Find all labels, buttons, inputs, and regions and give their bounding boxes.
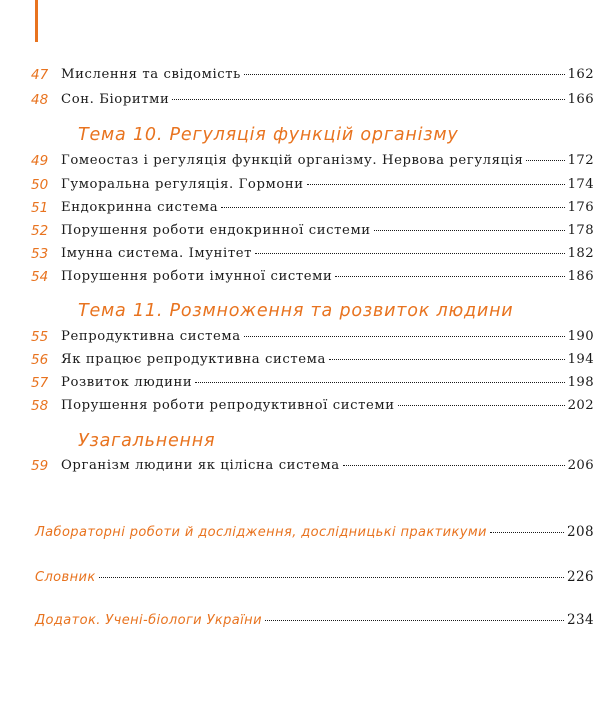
leader-dots [398,404,565,406]
summary-heading: Узагальнення [78,431,216,451]
page-number: 174 [567,177,594,192]
lesson-number: 57 [31,375,49,391]
toc-entry[interactable] [31,246,594,266]
lesson-title: Організм людини як цілісна система [61,458,340,473]
lesson-number: 55 [31,329,49,345]
page-number: 162 [567,67,594,82]
lesson-title: Порушення роботи ендокринної системи [61,223,371,238]
lesson-number: 49 [31,153,49,169]
leader-dots [244,73,565,75]
leader-dots [221,206,564,208]
lesson-number: 56 [31,352,49,368]
lesson-title: Як працює репродуктивна система [61,352,326,367]
leader-dots [265,619,564,621]
toc-entry[interactable] [31,329,594,349]
leader-dots [195,381,564,383]
lesson-title: Імунна система. Імунітет [61,246,253,261]
extra-title: Словник [35,570,96,585]
lesson-title: Ендокринна система [61,200,219,215]
toc-entry[interactable] [31,223,594,243]
extra-title: Додаток. Учені-біологи України [35,613,262,628]
accent-bar [35,0,38,42]
toc-entry[interactable] [31,352,594,372]
page-number: 172 [567,153,594,168]
lesson-number: 59 [31,458,49,474]
lesson-number: 53 [31,246,49,262]
leader-dots [99,576,564,578]
page-number: 166 [567,92,594,107]
page-number: 208 [567,524,594,540]
lesson-number: 47 [31,67,49,83]
leader-dots [244,335,565,337]
toc-entry[interactable] [31,177,594,197]
toc-entry[interactable] [31,200,594,220]
toc-entry[interactable] [31,398,594,418]
leader-dots [255,252,565,254]
lesson-title: Сон. Біоритми [61,92,170,107]
toc-entry[interactable] [31,269,594,289]
toc-entry[interactable] [31,153,594,173]
leader-dots [343,464,565,466]
leader-dots [374,229,565,231]
topic-10-heading: Тема 10. Регуляція функцій організму [78,125,459,145]
leader-dots [526,159,564,161]
page-number: 198 [567,375,594,390]
leader-dots [307,183,565,185]
toc-entry[interactable] [31,375,594,395]
lesson-title: Мислення та свідомість [61,67,241,82]
toc-entry[interactable] [31,67,594,87]
toc-entry[interactable] [31,458,594,478]
page-number: 186 [567,269,594,284]
toc-entry[interactable] [31,92,594,112]
leader-dots [490,531,564,533]
page-number: 234 [567,612,594,628]
lesson-title: Порушення роботи імунної системи [61,269,333,284]
page-number: 202 [567,398,594,413]
lesson-number: 51 [31,200,49,216]
lesson-number: 52 [31,223,49,239]
leader-dots [335,275,564,277]
toc-extra-appendix[interactable] [35,612,594,634]
page-number: 178 [567,223,594,238]
lesson-number: 58 [31,398,49,414]
toc-extra-lab-works[interactable] [35,524,594,546]
leader-dots [329,358,565,360]
lesson-title: Репродуктивна система [61,329,241,344]
lesson-number: 54 [31,269,49,285]
extra-title: Лабораторні роботи й дослідження, дослідницькі практикуми [35,525,487,540]
page-number: 226 [567,569,594,585]
page-number: 190 [567,329,594,344]
lesson-title: Гомеостаз і регуляція функцій організму. Нервова регуляція [61,153,524,168]
lesson-title: Розвиток людини [61,375,193,390]
topic-11-heading: Тема 11. Розмноження та розвиток людини [78,301,514,321]
lesson-title: Порушення роботи репродуктивної системи [61,398,395,413]
page-number: 194 [567,352,594,367]
lesson-number: 50 [31,177,49,193]
leader-dots [172,98,564,100]
page-number: 182 [567,246,594,261]
page-number: 176 [567,200,594,215]
toc-extra-glossary[interactable] [35,569,594,591]
page-number: 206 [567,458,594,473]
lesson-title: Гуморальна регуляція. Гормони [61,177,304,192]
lesson-number: 48 [31,92,49,108]
